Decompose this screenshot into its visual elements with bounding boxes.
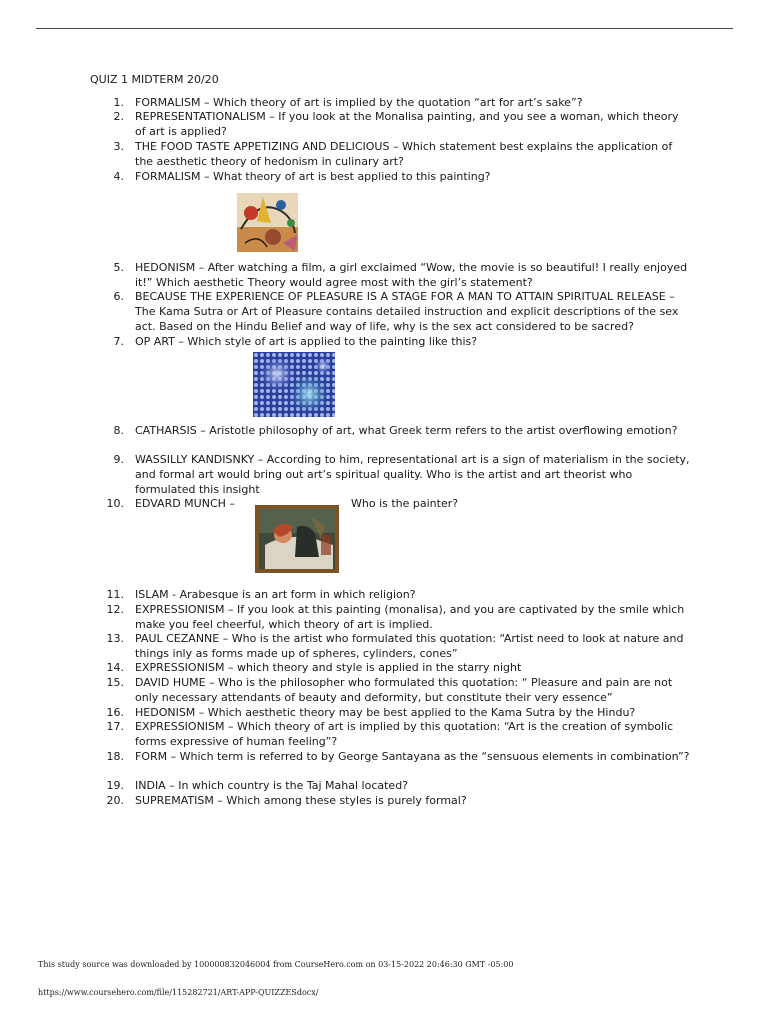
question-text: EXPRESSIONISM – If you look at this painting (monalisa), and you are captivated by the smile which make you feel cheerful, which theory of art is implied. xyxy=(135,603,685,631)
question-text: FORMALISM – Which theory of art is implied by the quotation “art for art’s sake”? xyxy=(135,96,583,109)
munch-painting-icon xyxy=(255,505,339,573)
question-number: 6. xyxy=(113,290,124,303)
question-number: 15. xyxy=(106,676,124,689)
question-number: 7. xyxy=(113,335,124,348)
question-item xyxy=(90,661,690,676)
question-number: 19. xyxy=(106,779,124,792)
top-divider xyxy=(36,28,733,29)
question-item xyxy=(90,588,690,603)
question-item xyxy=(90,424,690,439)
question-text: THE FOOD TASTE APPETIZING AND DELICIOUS – Which statement best explains the application of the aesthetic theory of hedonism in culinary art? xyxy=(135,140,673,168)
question-number: 11. xyxy=(106,588,124,601)
question-item xyxy=(90,110,690,140)
question-number: 14. xyxy=(106,661,124,674)
question-text: PAUL CEZANNE – Who is the artist who formulated this quotation: “Artist need to look at nature and things inly as forms made up of spheres, cylinders, cones” xyxy=(135,632,684,660)
question-text: EDVARD MUNCH – xyxy=(135,497,235,510)
question-item xyxy=(90,750,690,765)
question-text: HEDONISM – Which aesthetic theory may be best applied to the Kama Sutra by the Hindu? xyxy=(135,706,636,719)
abstract-painting-icon xyxy=(237,193,298,252)
quiz-title: QUIZ 1 MIDTERM 20/20 xyxy=(90,73,219,86)
question-text: EXPRESSIONISM – which theory and style is applied in the starry night xyxy=(135,661,522,674)
question-text: WASSILLY KANDISNKY – According to him, representational art is a sign of materialism in the society, and formal art would bring out art’s spiritual quality. Who is the artist and art theorist who formulated this insight xyxy=(135,453,690,496)
question-text: HEDONISM – After watching a film, a girl exclaimed “Wow, the movie is so beautiful! I really enjoyed it!” Which aesthetic Theory would agree most with the girl’s statement? xyxy=(135,261,688,289)
question-text: CATHARSIS – Aristotle philosophy of art, what Greek term refers to the artist overflowing emotion? xyxy=(135,424,678,437)
question-number: 10. xyxy=(106,497,124,510)
question-text: REPRESENTATIONALISM – If you look at the Monalisa painting, and you see a woman, which theory of art is applied? xyxy=(135,110,679,138)
abstract-painting-image xyxy=(237,193,298,252)
op-art-painting-icon xyxy=(253,352,335,417)
question-item xyxy=(90,96,690,111)
question-number: 18. xyxy=(106,750,124,763)
question-number: 3. xyxy=(113,140,124,153)
question-text: OP ART – Which style of art is applied to the painting like this? xyxy=(135,335,478,348)
question-item xyxy=(90,603,690,633)
question-item xyxy=(90,290,690,334)
question-text: SUPREMATISM – Which among these styles is purely formal? xyxy=(135,794,467,807)
question-text-tail: Who is the painter? xyxy=(351,497,459,510)
download-notice: This study source was downloaded by 100000832046004 from CourseHero.com on 03-15-2022 20:46:30 GMT -05:00 xyxy=(38,960,514,969)
question-item xyxy=(90,453,690,497)
question-item xyxy=(90,140,690,170)
source-url-link[interactable]: https://www.coursehero.com/file/115282721/ART-APP-QUIZZESdocx/ xyxy=(38,988,319,997)
question-number: 4. xyxy=(113,170,124,183)
question-number: 5. xyxy=(113,261,124,274)
question-text: FORM – Which term is referred to by George Santayana as the “sensuous elements in combination”? xyxy=(135,750,690,763)
question-number: 1. xyxy=(113,96,124,109)
question-text: INDIA – In which country is the Taj Mahal located? xyxy=(135,779,409,792)
question-number: 20. xyxy=(106,794,124,807)
question-number: 16. xyxy=(106,706,124,719)
question-item xyxy=(90,779,690,794)
question-item xyxy=(90,632,690,662)
munch-painting-image xyxy=(255,505,339,573)
question-text: FORMALISM – What theory of art is best applied to this painting? xyxy=(135,170,491,183)
question-number: 8. xyxy=(113,424,124,437)
question-number: 13. xyxy=(106,632,124,645)
question-item xyxy=(90,794,690,809)
question-text: BECAUSE THE EXPERIENCE OF PLEASURE IS A STAGE FOR A MAN TO ATTAIN SPIRITUAL RELEASE – The Kama Sutra or Art of Pleasure contains detailed instruction and explicit descriptions of the sex act. Based on the Hindu Belief and way of life, why is the sex act considered to be sacred? xyxy=(135,290,679,333)
question-item xyxy=(90,335,690,350)
op-art-painting-image xyxy=(253,352,335,417)
question-item xyxy=(90,720,690,750)
question-item xyxy=(90,170,690,185)
question-item xyxy=(90,261,690,291)
question-text: ISLAM - Arabesque is an art form in which religion? xyxy=(135,588,416,601)
question-text: EXPRESSIONISM – Which theory of art is implied by this quotation: “Art is the creation of symbolic forms expressive of human feeling”? xyxy=(135,720,674,748)
question-number: 17. xyxy=(106,720,124,733)
question-number: 9. xyxy=(113,453,124,466)
question-number: 12. xyxy=(106,603,124,616)
question-item xyxy=(90,497,690,512)
question-item xyxy=(90,676,690,706)
question-text: DAVID HUME – Who is the philosopher who formulated this quotation: “ Pleasure and pain are not only necessary attendants of beauty and deformity, but constitute their very essence” xyxy=(135,676,673,704)
question-item xyxy=(90,706,690,721)
question-number: 2. xyxy=(113,110,124,123)
